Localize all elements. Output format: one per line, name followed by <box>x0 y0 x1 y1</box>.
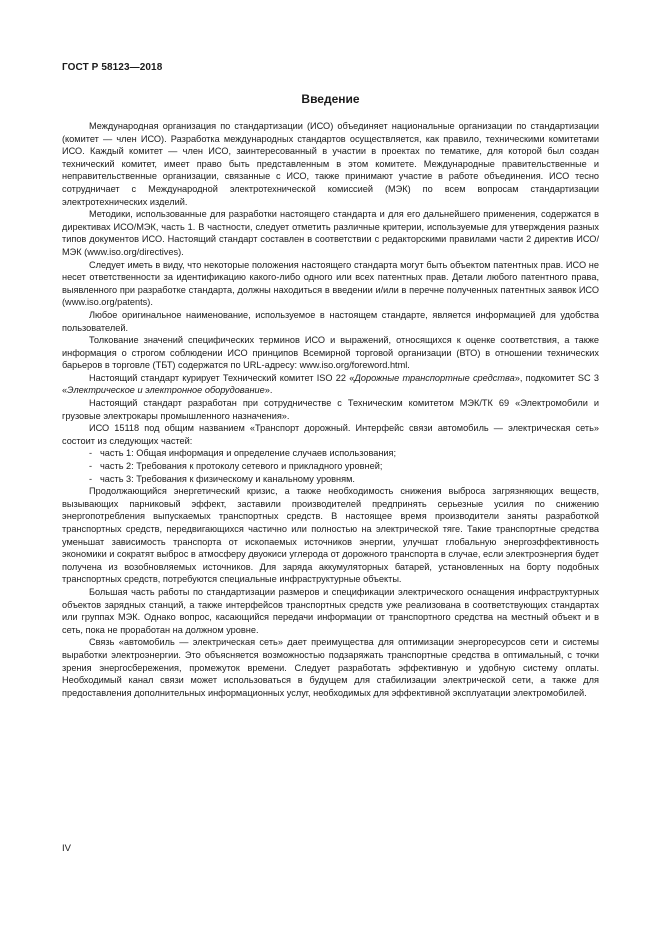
tc-text-after: ». <box>264 385 273 396</box>
list-marker: - <box>89 461 93 472</box>
list-item-text: часть 2: Требования к протоколу сетевого и прикладного уровней; <box>100 461 383 472</box>
document-body <box>62 120 599 699</box>
list-item <box>62 460 599 473</box>
list-item <box>62 473 599 486</box>
tc-text-before: Настоящий стандарт курирует Технический комитет ISO 22 « <box>89 372 355 383</box>
standard-header: ГОСТ Р 58123—2018 <box>62 62 163 73</box>
paragraph: Настоящий стандарт разработан при сотрудничестве с Техническим комитетом МЭК/ТК 69 «Электромобили и грузовые электрокары промышленного назначения». <box>62 398 599 421</box>
paragraph: Большая часть работы по стандартизации размеров и спецификации электрического оснащения инфраструктурных объектов зарядных станций, а также интерфейсов транспортных средств уже реализована в соответствующих стандартах или группах МЭК. Однако вопрос, касающийся передачи информации от транспортного средства на местный объект и в сеть, пока не проработан на должном уровне. <box>62 586 599 635</box>
list-marker: - <box>89 473 93 484</box>
tc-name: Дорожные транспортные средства <box>354 372 515 383</box>
paragraph: Следует иметь в виду, что некоторые положения настоящего стандарта могут быть объектом патентных прав. ИСО не несет ответственности за идентификацию какого-либо одного или всех патентных прав. Детали любого патентного права, выявленного при разработке стандарта, должны находиться в введении и/или в перечне полученных патентных заявок ИСО (www.iso.org/patents). <box>62 259 599 308</box>
paragraph-technical-committee <box>62 372 599 397</box>
paragraph: Толкование значений специфических терминов ИСО и выражений, относящихся к оценке соответствия, а также информация о строгом соблюдении ИСО принципов Всемирной торговой организации (ВТО) в отношении технических барьеров в торговле (ТБТ) содержатся по URL-адресу: www.iso.org/foreword.html. <box>62 335 599 371</box>
page-number: IV <box>62 843 71 854</box>
paragraph: ИСО 15118 под общим названием «Транспорт дорожный. Интерфейс связи автомобиль — электрическая сеть» состоит из следующих частей: <box>62 423 599 446</box>
paragraph: Международная организация по стандартизации (ИСО) объединяет национальные организации по стандартизации (комитет — член ИСО). Разработка международных стандартов осуществляется, как правило, техническими комитетами ИСО. Каждый комитет — член ИСО, заинтересованный в участии в проектах по тематике, для которой был создан технический комитет, имеет право быть представленным в этом комитете. Международные правительственные и неправительственные организации, связанные с ИСО, также принимают участие в работе объединения. ИСО тесно сотрудничает с Международной электротехнической комиссией (МЭК) по всем вопросам стандартизации электротехнических изделий. <box>62 121 599 207</box>
tc-text-middle: », подкомитет SC 3 « <box>62 372 599 396</box>
list-item-text: часть 1: Общая информация и определение случаев использования; <box>100 448 397 459</box>
list-marker: - <box>89 448 93 459</box>
list-item <box>62 447 599 460</box>
paragraph: Любое оригинальное наименование, используемое в настоящем стандарте, является информацией для удобства пользователей. <box>62 309 599 333</box>
paragraph: Связь «автомобиль — электрическая сеть» дает преимущества для оптимизации энергоресурсов сети и системы выработки электроэнергии. Это объясняется возможностью подзаряжать транспортные средства в оптимальный, с точки зрения энергосбережения, промежуток времени. Следует разработать эффективную и удобную систему оплаты. Необходимый канал связи может использоваться в будущем для стабилизации электрической сети, а также для предоставления дополнительных информационных услуг, необходимых для эффективной эксплуатации электромобилей. <box>62 637 599 698</box>
sc-name: Электрическое и электронное оборудование <box>67 385 265 396</box>
paragraph: Продолжающийся энергетический кризис, а также необходимость снижения выброса загрязняющих веществ, вызывающих парниковый эффект, заставили производителей предпринять серьезные усилия по снижению энергопотребления выпускаемых транспортных средств. В настоящее время производители заняты разработкой транспортных средств, передвигающихся частично или полностью на электрической тяге. Такие транспортные средства уменьшат зависимость транспорта от ископаемых источников энергии, улучшат глобальную энергоэффективность экономики и сократят выброс в атмосферу двуокиси углерода от дорожного транспорта в случае, если электроэнергия будет получена из возобновляемых источников. Для заряда аккумуляторных батарей, установленных на борту подобных транспортных средств, потребуются специальные инфраструктурные объекты. <box>62 486 599 585</box>
list-item-text: часть 3: Требования к физическому и канальному уровням. <box>100 473 355 484</box>
paragraph: Методики, использованные для разработки настоящего стандарта и для его дальнейшего применения, содержатся в директивах ИСО/МЭК, часть 1. В частности, следует отметить различные критерии, используемые для утверждения разных типов документов ИСО. Настоящий стандарт составлен в соответствии с редакторскими правилами части 2 директив ИСО/МЭК (www.iso.org/directives). <box>62 209 599 257</box>
section-title: Введение <box>301 92 360 106</box>
